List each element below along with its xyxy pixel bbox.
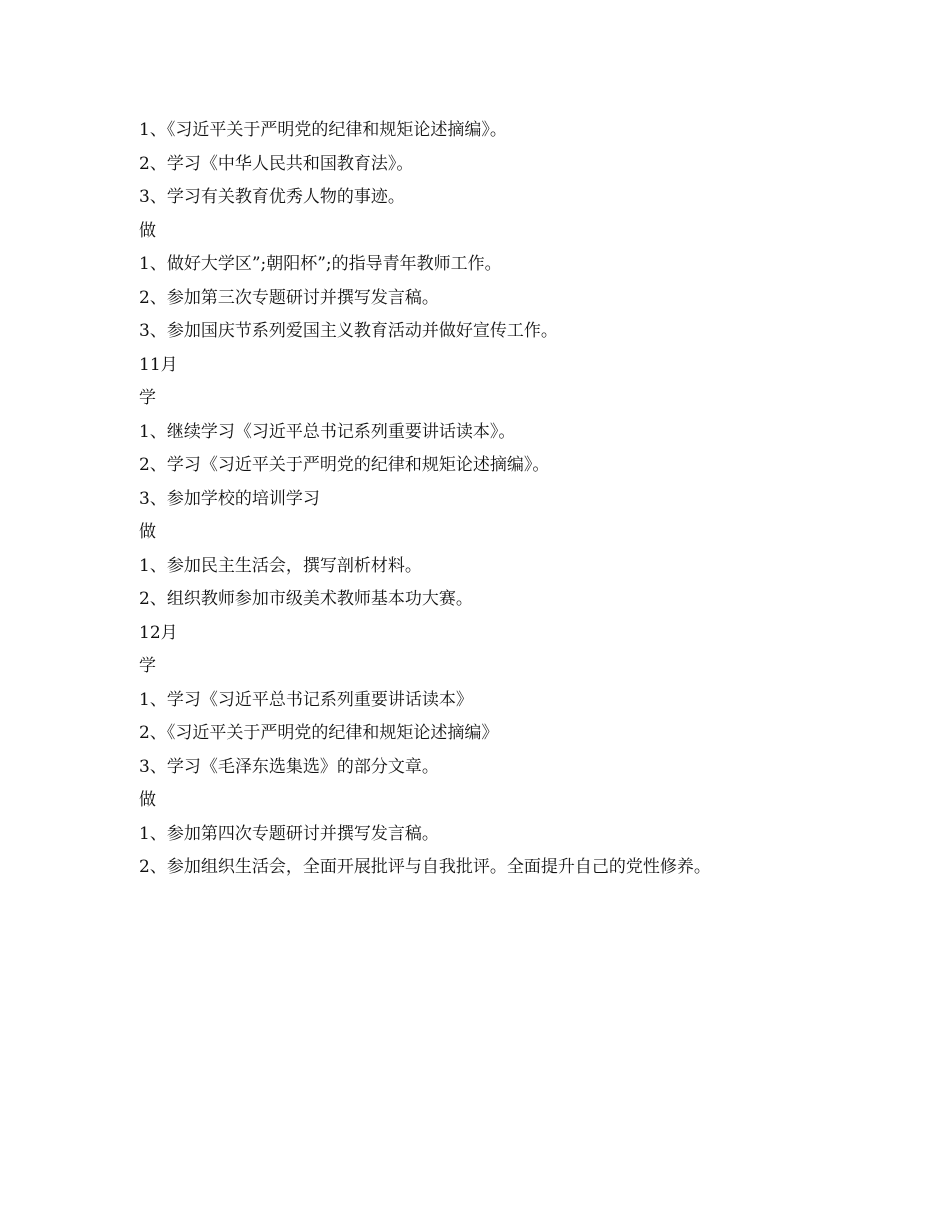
list-item: 2、参加第三次专题研讨并撰写发言稿。 xyxy=(139,287,439,308)
list-item: 1、《习近平关于严明党的纪律和规矩论述摘编》。 xyxy=(139,120,507,140)
list-item: 2、组织教师参加市级美术教师基本功大赛。 xyxy=(139,589,473,609)
list-item: 1、做好大学区”;朝阳杯”;的指导青年教师工作。 xyxy=(139,254,502,274)
list-item: 1、学习《习近平总书记系列重要讲话读本》 xyxy=(139,689,473,710)
list-item: 3、学习《毛泽东选集选》的部分文章。 xyxy=(139,756,439,777)
list-item: 2、学习《习近平关于严明党的纪律和规矩论述摘编》。 xyxy=(139,455,550,475)
section-heading-study: 学 xyxy=(139,388,156,408)
list-item: 1、参加第四次专题研讨并撰写发言稿。 xyxy=(139,823,439,844)
section-heading-do: 做 xyxy=(139,220,156,241)
list-item: 3、参加学校的培训学习 xyxy=(139,488,320,509)
list-item: 1、继续学习《习近平总书记系列重要讲话读本》。 xyxy=(139,421,516,442)
month-heading: 12月 xyxy=(139,622,178,643)
section-heading-do: 做 xyxy=(139,522,156,542)
section-heading-study: 学 xyxy=(139,656,156,676)
list-item: 3、学习有关教育优秀人物的事迹。 xyxy=(139,187,405,207)
section-heading-do: 做 xyxy=(139,790,156,810)
list-item: 3、参加国庆节系列爱国主义教育活动并做好宣传工作。 xyxy=(139,321,558,341)
list-item: 2、《习近平关于严明党的纪律和规矩论述摘编》 xyxy=(139,723,499,743)
list-item: 2、参加组织生活会，全面开展批评与自我批评。全面提升自己的党性修养。 xyxy=(139,857,711,877)
list-item: 2、学习《中华人民共和国教育法》。 xyxy=(139,153,414,174)
list-item: 1、参加民主生活会，撰写剖析材料。 xyxy=(139,555,422,576)
month-heading: 11月 xyxy=(139,354,178,375)
document-body xyxy=(139,114,859,885)
